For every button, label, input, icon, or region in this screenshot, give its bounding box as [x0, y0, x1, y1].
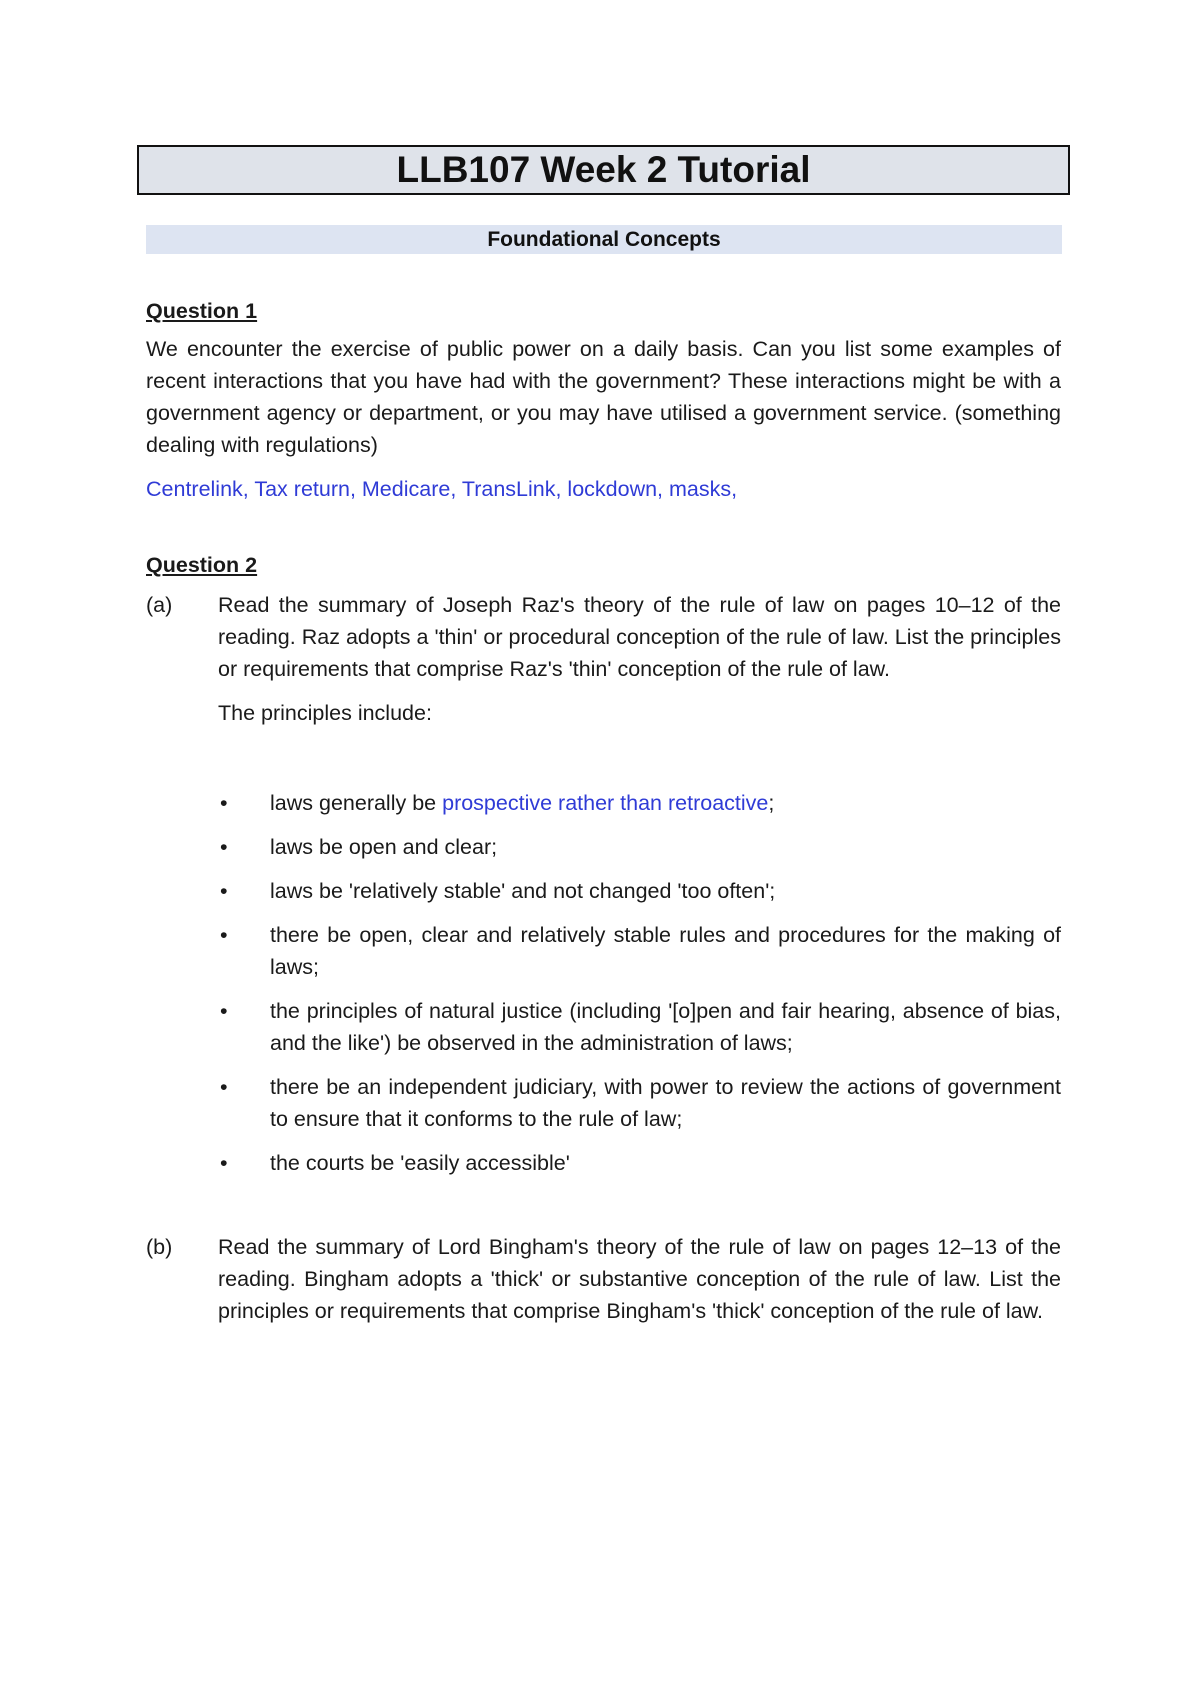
list-item-text: there be an independent judiciary, with power to review the actions of government to ensure that it conforms to the rule of law; [270, 1075, 1061, 1131]
bullet-marker: • [220, 1075, 228, 1099]
question-2a [146, 589, 1061, 1191]
question-2-heading: Question 2 [146, 553, 258, 577]
list-item-text: the courts be 'easily accessible' [270, 1151, 570, 1175]
list-item-text: laws generally be prospective rather than retroactive; [270, 791, 775, 815]
list-item [218, 995, 1061, 1059]
title-box [137, 145, 1070, 195]
bullet-marker: • [220, 835, 228, 859]
subtitle: Foundational Concepts [487, 227, 721, 251]
question-2b-text: Read the summary of Lord Bingham's theory of the rule of law on pages 12–13 of the reading. Bingham adopts a 'thick' or substantive conception of the rule of law. List the principles or requirements that comprise Bingham's 'thick' conception of the rule of law. [218, 1235, 1061, 1323]
list-item [218, 919, 1061, 983]
principles-list [218, 787, 1061, 1179]
bullet-marker: • [220, 999, 228, 1023]
highlighted-answer: prospective rather than retroactive [442, 791, 769, 815]
question-1-text: We encounter the exercise of public power on a daily basis. Can you list some examples of recent interactions that you have had with the government? These interactions might be with a government agency or department, or you may have utilised a government service. (something dealing with regulations) [146, 337, 1061, 457]
page-title: LLB107 Week 2 Tutorial [396, 149, 811, 190]
list-item [218, 1071, 1061, 1135]
list-item [218, 831, 1061, 863]
question-2b-body [218, 1231, 1061, 1327]
bullet-marker: • [220, 791, 228, 815]
principles-intro: The principles include: [218, 701, 432, 725]
bullet-marker: • [220, 1151, 228, 1175]
question-1-heading: Question 1 [146, 299, 258, 323]
question-2a-label: (a) [146, 593, 173, 617]
list-item-text: laws be 'relatively stable' and not changed 'too often'; [270, 879, 776, 903]
list-item-text: the principles of natural justice (including '[o]pen and fair hearing, absence of bias, and the like') be observed in the administration of laws; [270, 999, 1061, 1055]
list-item [218, 875, 1061, 907]
question-2b-label: (b) [146, 1235, 173, 1259]
question-2a-body [218, 589, 1061, 1191]
list-item [218, 787, 1061, 819]
content [146, 295, 1061, 1327]
question-2a-text: Read the summary of Joseph Raz's theory of the rule of law on pages 10–12 of the reading. Raz adopts a 'thin' or procedural conception of the rule of law. List the principles or requirements that comprise Raz's 'thin' conception of the rule of law. [218, 593, 1061, 681]
list-item-text: there be open, clear and relatively stable rules and procedures for the making of laws; [270, 923, 1061, 979]
subtitle-bar [146, 225, 1062, 254]
question-1-answer: Centrelink, Tax return, Medicare, TransLink, lockdown, masks, [146, 477, 738, 501]
bullet-marker: • [220, 923, 228, 947]
list-item-text: laws be open and clear; [270, 835, 498, 859]
question-2b [146, 1231, 1061, 1327]
list-item [218, 1147, 1061, 1179]
bullet-marker: • [220, 879, 228, 903]
